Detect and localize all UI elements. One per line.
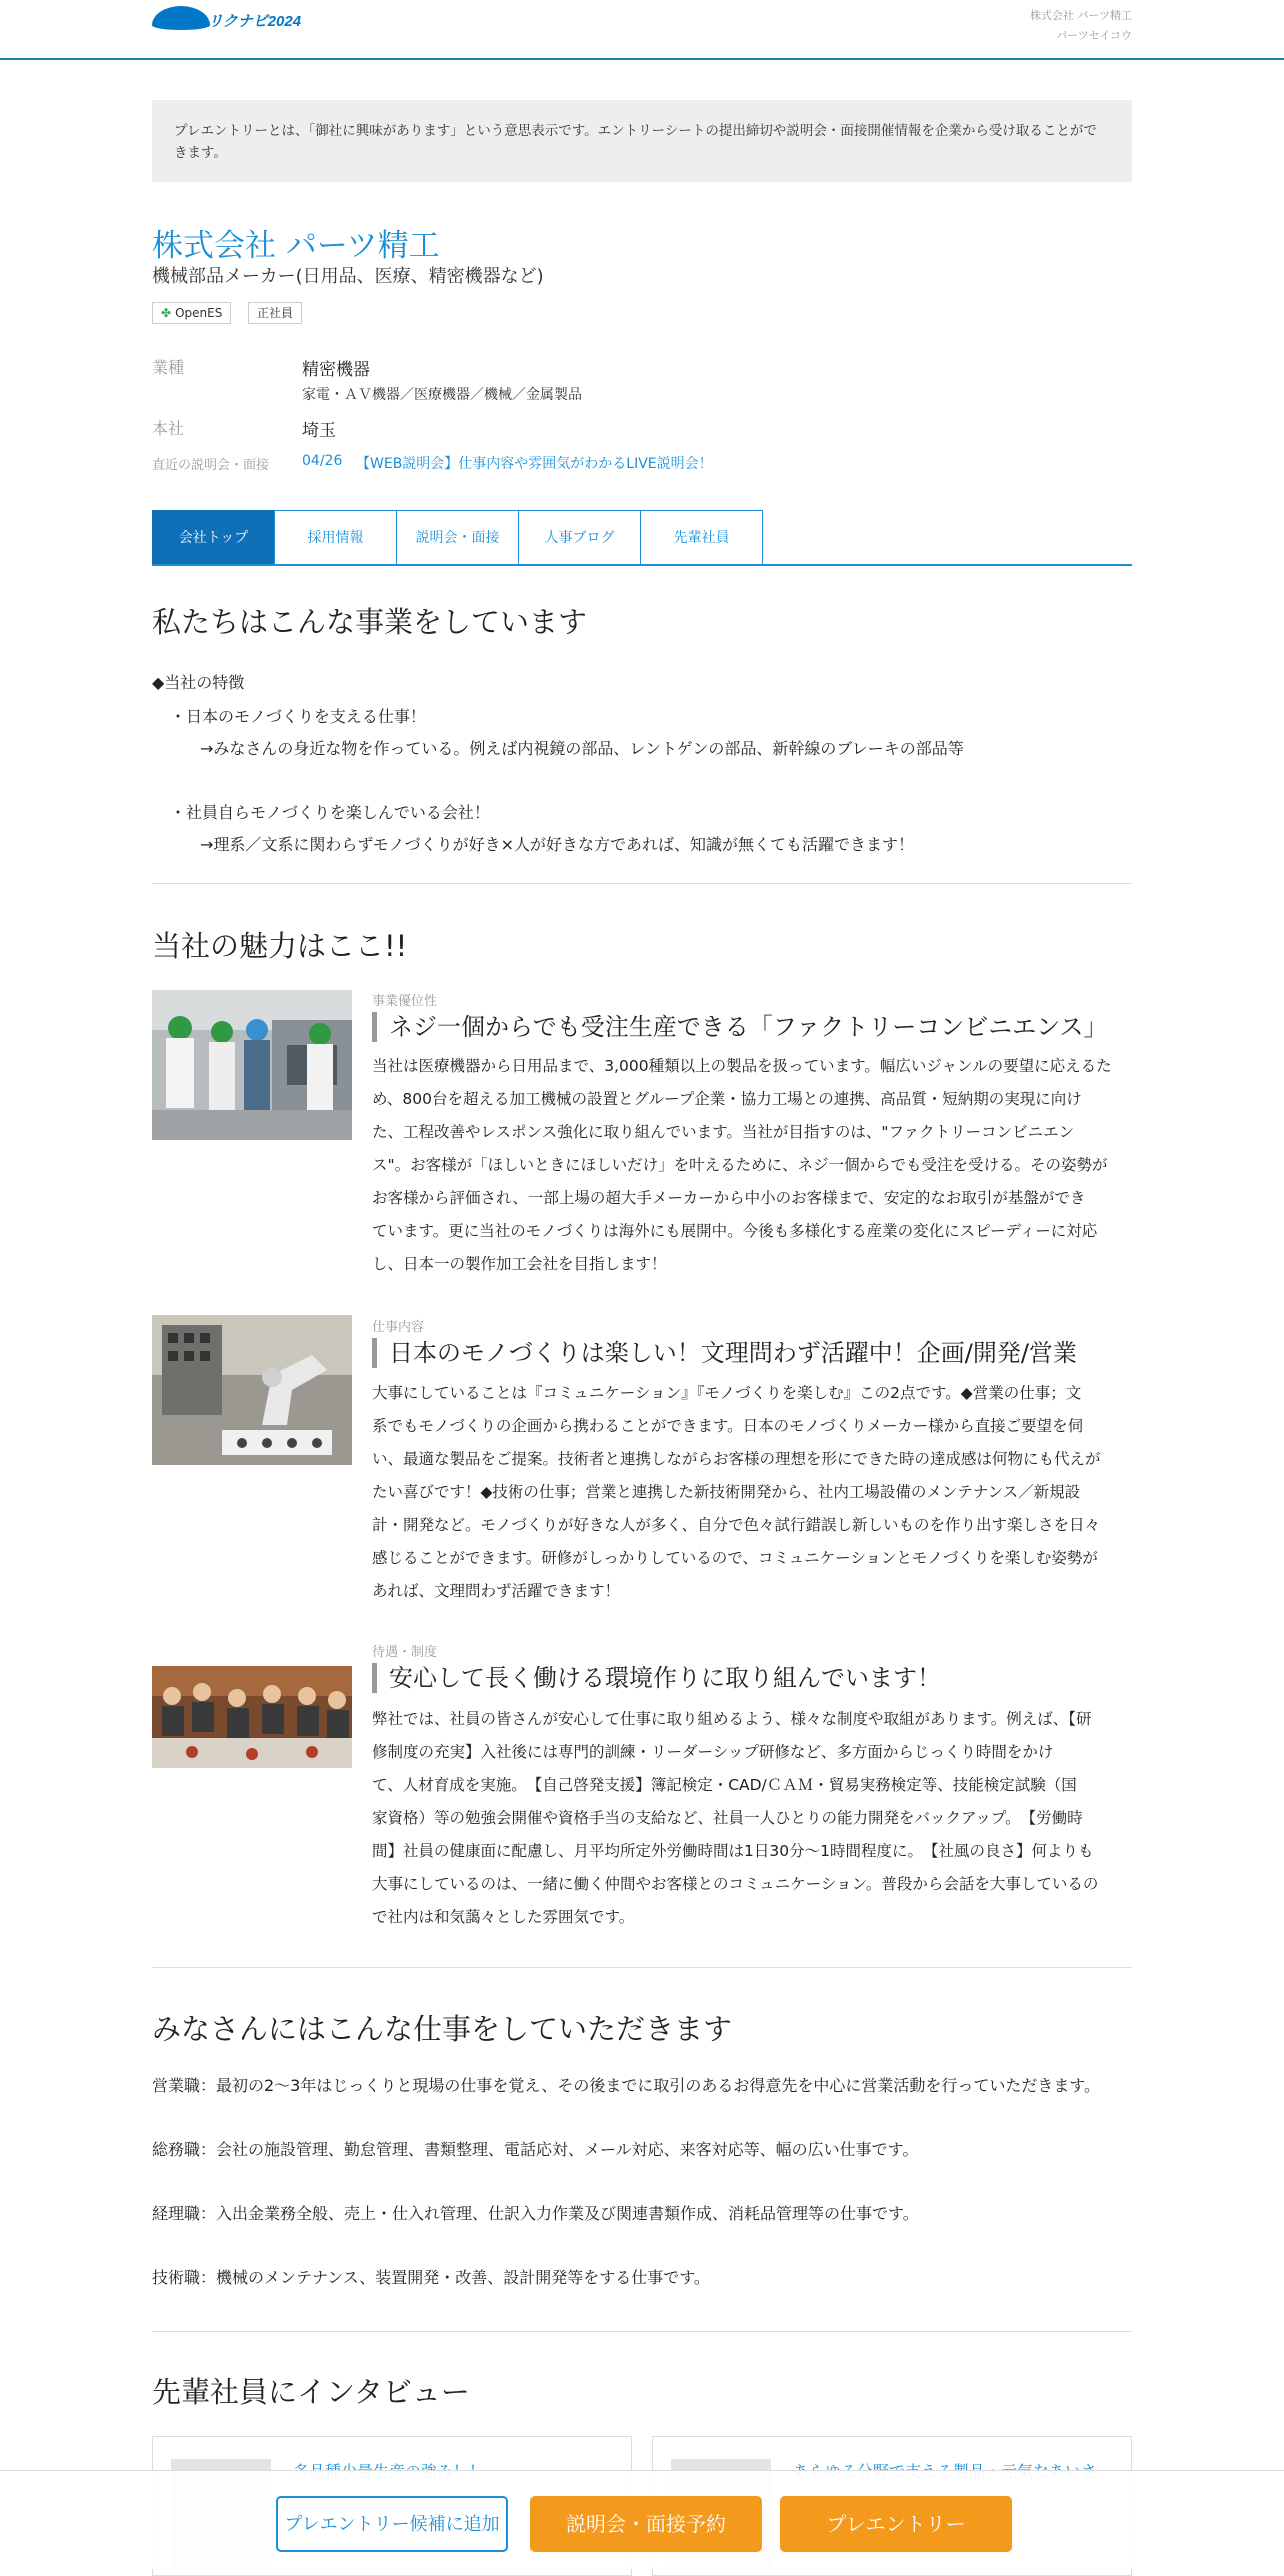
appeal-item-text: 弊社では、社員の皆さんが安心して仕事に取り組めるよう、様々な制度や取組があります。例えば、【研 修制度の充実】入社後には専門的訓練・リーダーシップ研修など、多方面からじっくり時間をかけ て、人材育成を実施。 【自己啓発支援】簿記検定・CAD/ＣＡＭ・貿易実務検定等、技能検定試験（国 家資格）等の勉強会開催や資格手当の支給など、社員一人ひとりの能力開発をバックアップ。 【労働時 間】社員の健康面に配慮し、月平均所定外労働時間は1日30分～1時間程度に。 【社風の良さ】何よりも 大事にしているのは、一緒に働く仲間やお客様とのコミュニケーション。普段から会話を大事しているの で社内は和気藹々とした雰囲気です。: [372, 1710, 1099, 1926]
logo-mark-icon: [152, 6, 210, 30]
rikunabi-logo[interactable]: [152, 4, 302, 34]
tab-company-top[interactable]: 会社トップ: [152, 510, 275, 564]
appeal-item-title: ネジ一個からでも受注生産できる「ファクトリーコンビニエンス」: [372, 1012, 1108, 1042]
appeal-item-text: 当社は医療機器から日用品まで、3,000種類以上の製品を扱っています。幅広いジャンルの要望に応えるた め、800台を超える加工機械の設置とグループ企業・協力工場との連携、高品質・短納期の実現に向け た、工程改善やレスポンス強化に取り組んでいます。当社が目指すのは、"ファクトリーコンビニエン ス"。お客様が「ほしいときにほしいだけ」を叶えるために、ネジ一個からでも受注を受ける。その姿勢が お客様から評価され、一部上場の超大手メーカーから中小のお客様まで、安定的なお取引が基盤ができ ています。更に当社のモノづくりは海外にも展開中。今後も多様化する産業の変化にスピーディーに対応 し、日本一の製作加工会社を目指します！: [372, 1057, 1112, 1273]
company-name: 株式会社 パーツ精工: [152, 228, 440, 264]
site-header: [0, 0, 1284, 60]
job-line: 技術職：機械のメンテナンス、装置開発・改善、設計開発等をする仕事です。: [152, 2268, 710, 2287]
preentry-button[interactable]: プレエントリー: [780, 2496, 1012, 2552]
business-line: →みなさんの身近な物を作っている。例えば内視鏡の部品、レントゲンの部品、新幹線のブレーキの部品等: [200, 739, 964, 758]
appeal-title: 当社の魅力はここ!!: [152, 929, 408, 963]
add-candidate-button[interactable]: プレエントリー候補に追加: [276, 2496, 508, 2552]
clover-icon: ✤: [161, 306, 172, 320]
appeal-category: 待遇・制度: [372, 1645, 438, 1660]
appeal-photo-robot: [152, 1315, 352, 1465]
business-line: ・社員自らモノづくりを楽しんでいる会社！: [170, 803, 490, 822]
job-line: 営業職：最初の2～3年はじっくりと現場の仕事を覚え、その後までに取引のあるお得意先を中心に営業活動を行っていただきます。: [152, 2076, 1101, 2095]
business-line: ◆当社の特徴: [152, 673, 245, 692]
job-line: 総務職：会社の施設管理、勤怠管理、書類整理、電話応対、メール対応、来客対応等、幅の広い仕事です。: [152, 2140, 919, 2159]
logo-text: リクナビ2024: [208, 13, 302, 30]
hq-value: 埼玉: [302, 421, 336, 441]
event-link[interactable]: 【WEB説明会】仕事内容や雰囲気がわかるLIVE説明会！: [356, 456, 713, 472]
tab-seminar[interactable]: 説明会・面接: [396, 510, 519, 564]
business-line: →理系／文系に関わらずモノづくりが好き×人が好きな方であれば、知識が無くても活躍できます！: [200, 835, 915, 854]
divider: [152, 1967, 1132, 1968]
appeal-photo-factory: [152, 990, 352, 1140]
job-line: 経理職：入出金業務全般、売上・仕入れ管理、仕訳入力作業及び関連書類作成、消耗品管理等の仕事です。: [152, 2204, 919, 2223]
header-company-kana: パーツセイコウ: [1056, 29, 1132, 42]
appeal-category: 仕事内容: [372, 1320, 425, 1335]
business-line: ・日本のモノづくりを支える仕事！: [170, 707, 426, 726]
appeal-photo-party: [152, 1666, 352, 1768]
header-company-name: 株式会社 パーツ精工: [1029, 9, 1132, 22]
interview-title: 先輩社員にインタビュー: [152, 2375, 470, 2409]
event-label: 直近の説明会・面接: [152, 458, 270, 473]
sticky-action-bar: [0, 2470, 1284, 2569]
event-date: 04/26: [302, 453, 343, 469]
appeal-item-title: 日本のモノづくりは楽しい！文理問わず活躍中！企画/開発/営業: [372, 1338, 1077, 1368]
divider: [152, 883, 1132, 884]
industry-sub: 家電・ＡＶ機器／医療機器／機械／金属製品: [302, 387, 582, 403]
appeal-item-text: 大事にしていることは『コミュニケーション』『モノづくりを楽しむ』この2点です。◆営業の仕事；文 系でもモノづくりの企画から携わることができます。日本のモノづくりメーカー様から直接ご要望を伺 い、最適な製品をご提案。技術者と連携しながらお客様の理想を形にできた時の達成感は何物にも代えが たい喜びです！◆技術の仕事；営業と連携した新技術開発から、社内工場設備のメンテナンス／新規設 計・開発など。モノづくりが好きな人が多く、自分で色々試行錯誤し新しいものを作り出す楽しさを日々 感じることができます。研修がしっかりしているので、コミュニケーションとモノづくりを楽しむ姿勢が あれば、文理問わず活躍できます！: [372, 1384, 1101, 1600]
business-title: 私たちはこんな事業をしています: [152, 605, 588, 639]
tab-hr-blog[interactable]: 人事ブログ: [518, 510, 641, 564]
industry-label: 業種: [152, 358, 185, 377]
seminar-reserve-button[interactable]: 説明会・面接予約: [530, 2496, 762, 2552]
divider: [152, 2331, 1132, 2332]
industry-value: 精密機器: [302, 360, 370, 380]
company-tabs: [152, 510, 1132, 566]
openes-badge: ✤ OpenES: [152, 302, 231, 324]
preentry-notice: プレエントリーとは、「御社に興味があります」という意思表示です。エントリーシートの提出締切や説明会・面接開催情報を企業から受け取ることができます。: [152, 100, 1132, 182]
hq-label: 本社: [152, 419, 185, 438]
appeal-item-title: 安心して長く働ける環境作りに取り組んでいます！: [372, 1663, 941, 1693]
jobs-title: みなさんにはこんな仕事をしていただきます: [152, 2012, 733, 2046]
tab-recruit-info[interactable]: 採用情報: [274, 510, 397, 564]
tab-seniors[interactable]: 先輩社員: [640, 510, 763, 564]
employment-type-badge: 正社員: [248, 302, 302, 324]
company-tagline: 機械部品メーカー(日用品、医療、精密機器など): [152, 266, 544, 287]
appeal-category: 事業優位性: [372, 994, 438, 1009]
